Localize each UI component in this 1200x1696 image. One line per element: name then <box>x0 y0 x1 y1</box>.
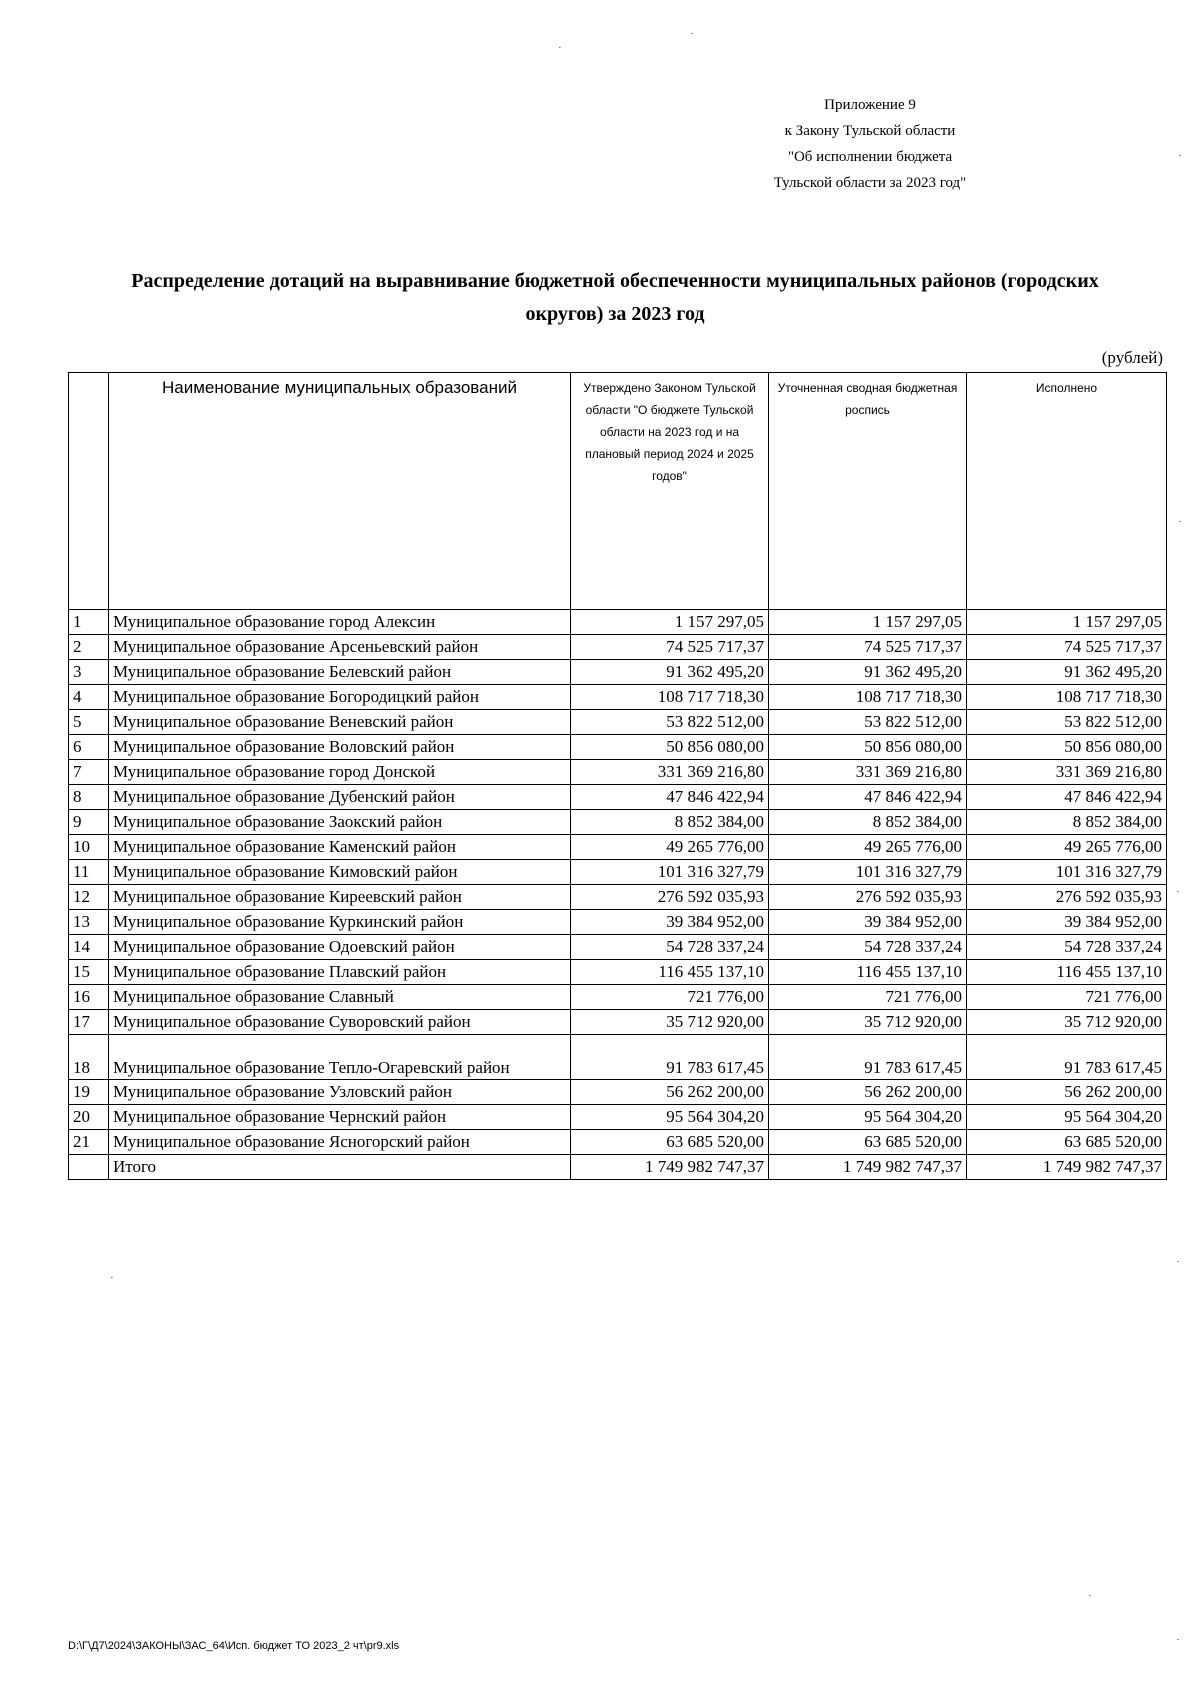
row-refined: 276 592 035,93 <box>769 885 967 910</box>
row-index: 7 <box>69 760 109 785</box>
table-row <box>69 910 1167 935</box>
table-row <box>69 1130 1167 1155</box>
row-name: Муниципальное образование Чернский район <box>109 1105 571 1130</box>
row-approved: 1 157 297,05 <box>571 610 769 635</box>
row-executed: 56 262 200,00 <box>967 1080 1167 1105</box>
table-body <box>69 610 1167 1180</box>
table-row <box>69 660 1167 685</box>
row-approved: 50 856 080,00 <box>571 735 769 760</box>
annex-line-2: к Закону Тульской области <box>784 123 956 139</box>
table-row <box>69 935 1167 960</box>
total-label: Итого <box>109 1155 571 1180</box>
annex-line-3: "Об исполнении бюджета <box>787 149 953 165</box>
row-index: 10 <box>69 835 109 860</box>
total-approved: 1 749 982 747,37 <box>571 1155 769 1180</box>
row-refined: 39 384 952,00 <box>769 910 967 935</box>
row-index: 3 <box>69 660 109 685</box>
row-approved: 39 384 952,00 <box>571 910 769 935</box>
table-row <box>69 860 1167 885</box>
scan-speck: · <box>1176 1634 1180 1646</box>
row-index: 4 <box>69 685 109 710</box>
row-approved: 276 592 035,93 <box>571 885 769 910</box>
scan-speck: · <box>110 1272 114 1284</box>
row-index: 16 <box>69 985 109 1010</box>
row-executed: 47 846 422,94 <box>967 785 1167 810</box>
header-approved: Утверждено Законом Тульской области "О бюджете Тульской области на 2023 год и на плановый период 2024 и 2025 годов" <box>571 373 769 610</box>
row-approved: 95 564 304,20 <box>571 1105 769 1130</box>
scan-speck: · <box>558 42 562 54</box>
row-approved: 721 776,00 <box>571 985 769 1010</box>
row-refined: 108 717 718,30 <box>769 685 967 710</box>
row-index: 18 <box>69 1035 109 1080</box>
file-path-footer: D:\Г\Д7\2024\ЗАКОНЫ\ЗАС_64\Исп. бюджет ТО 2023_2 чт\pr9.xls <box>68 1640 400 1652</box>
row-refined: 101 316 327,79 <box>769 860 967 885</box>
table-row <box>69 635 1167 660</box>
row-executed: 50 856 080,00 <box>967 735 1167 760</box>
row-executed: 331 369 216,80 <box>967 760 1167 785</box>
row-name: Муниципальное образование Ясногорский район <box>109 1130 571 1155</box>
annex-block <box>720 92 1020 196</box>
subsidy-table <box>68 372 1167 1180</box>
row-approved: 101 316 327,79 <box>571 860 769 885</box>
scan-speck: · <box>690 28 694 40</box>
row-index: 13 <box>69 910 109 935</box>
row-name: Муниципальное образование Дубенский район <box>109 785 571 810</box>
row-name: Муниципальное образование Арсеньевский район <box>109 635 571 660</box>
total-row <box>69 1155 1167 1180</box>
header-refined: Уточненная сводная бюджетная роспись <box>769 373 967 610</box>
row-approved: 47 846 422,94 <box>571 785 769 810</box>
row-name: Муниципальное образование город Алексин <box>109 610 571 635</box>
row-index: 9 <box>69 810 109 835</box>
row-executed: 101 316 327,79 <box>967 860 1167 885</box>
row-index: 5 <box>69 710 109 735</box>
table-row <box>69 735 1167 760</box>
row-index: 20 <box>69 1105 109 1130</box>
document-title <box>60 265 1170 331</box>
total-refined: 1 749 982 747,37 <box>769 1155 967 1180</box>
row-refined: 331 369 216,80 <box>769 760 967 785</box>
row-refined: 50 856 080,00 <box>769 735 967 760</box>
table-header-row <box>69 373 1167 610</box>
row-name: Муниципальное образование Воловский район <box>109 735 571 760</box>
row-index: 15 <box>69 960 109 985</box>
row-executed: 95 564 304,20 <box>967 1105 1167 1130</box>
row-executed: 8 852 384,00 <box>967 810 1167 835</box>
row-approved: 8 852 384,00 <box>571 810 769 835</box>
row-executed: 91 783 617,45 <box>967 1035 1167 1080</box>
row-approved: 63 685 520,00 <box>571 1130 769 1155</box>
row-executed: 63 685 520,00 <box>967 1130 1167 1155</box>
row-executed: 276 592 035,93 <box>967 885 1167 910</box>
row-index: 21 <box>69 1130 109 1155</box>
row-name: Муниципальное образование Богородицкий район <box>109 685 571 710</box>
row-refined: 721 776,00 <box>769 985 967 1010</box>
row-name: Муниципальное образование Суворовский район <box>109 1010 571 1035</box>
table-row <box>69 610 1167 635</box>
row-refined: 91 362 495,20 <box>769 660 967 685</box>
row-name: Муниципальное образование Белевский район <box>109 660 571 685</box>
row-index: 2 <box>69 635 109 660</box>
row-name: Муниципальное образование Кимовский район <box>109 860 571 885</box>
row-index: 6 <box>69 735 109 760</box>
row-refined: 91 783 617,45 <box>769 1035 967 1080</box>
table-row <box>69 885 1167 910</box>
row-name: Муниципальное образование Плавский район <box>109 960 571 985</box>
row-approved: 49 265 776,00 <box>571 835 769 860</box>
row-name: Муниципальное образование Киреевский район <box>109 885 571 910</box>
unit-label: (рублей) <box>1101 348 1163 367</box>
scan-speck: · <box>1176 1256 1180 1268</box>
row-name: Муниципальное образование Одоевский район <box>109 935 571 960</box>
row-executed: 54 728 337,24 <box>967 935 1167 960</box>
row-index: 12 <box>69 885 109 910</box>
row-refined: 1 157 297,05 <box>769 610 967 635</box>
scan-speck: · <box>1178 516 1182 528</box>
row-refined: 49 265 776,00 <box>769 835 967 860</box>
row-name: Муниципальное образование Куркинский район <box>109 910 571 935</box>
row-approved: 108 717 718,30 <box>571 685 769 710</box>
scan-speck: · <box>1176 886 1180 898</box>
row-refined: 53 822 512,00 <box>769 710 967 735</box>
row-name: Муниципальное образование Узловский район <box>109 1080 571 1105</box>
row-refined: 8 852 384,00 <box>769 810 967 835</box>
row-approved: 74 525 717,37 <box>571 635 769 660</box>
row-name: Муниципальное образование Веневский район <box>109 710 571 735</box>
title-line-2: округов) за 2023 год <box>525 303 705 325</box>
table-row <box>69 1105 1167 1130</box>
row-approved: 116 455 137,10 <box>571 960 769 985</box>
row-executed: 721 776,00 <box>967 985 1167 1010</box>
row-executed: 35 712 920,00 <box>967 1010 1167 1035</box>
row-name: Муниципальное образование Славный <box>109 985 571 1010</box>
row-executed: 1 157 297,05 <box>967 610 1167 635</box>
row-approved: 91 362 495,20 <box>571 660 769 685</box>
row-index: 17 <box>69 1010 109 1035</box>
row-refined: 54 728 337,24 <box>769 935 967 960</box>
row-refined: 56 262 200,00 <box>769 1080 967 1105</box>
row-refined: 63 685 520,00 <box>769 1130 967 1155</box>
header-index <box>69 373 109 610</box>
table-row <box>69 985 1167 1010</box>
total-executed: 1 749 982 747,37 <box>967 1155 1167 1180</box>
table-row <box>69 810 1167 835</box>
row-index: 8 <box>69 785 109 810</box>
row-executed: 39 384 952,00 <box>967 910 1167 935</box>
scan-speck: · <box>1088 1590 1092 1602</box>
row-approved: 91 783 617,45 <box>571 1035 769 1080</box>
table-row <box>69 960 1167 985</box>
row-refined: 47 846 422,94 <box>769 785 967 810</box>
annex-line-1: Приложение 9 <box>824 97 916 113</box>
row-index: 14 <box>69 935 109 960</box>
header-executed: Исполнено <box>967 373 1167 610</box>
row-executed: 91 362 495,20 <box>967 660 1167 685</box>
row-executed: 116 455 137,10 <box>967 960 1167 985</box>
row-index: 11 <box>69 860 109 885</box>
table-row <box>69 835 1167 860</box>
row-executed: 49 265 776,00 <box>967 835 1167 860</box>
row-approved: 53 822 512,00 <box>571 710 769 735</box>
table-row <box>69 1080 1167 1105</box>
table-row <box>69 1035 1167 1080</box>
row-refined: 116 455 137,10 <box>769 960 967 985</box>
total-index <box>69 1155 109 1180</box>
row-name: Муниципальное образование Тепло-Огаревский район <box>109 1035 571 1080</box>
row-index: 19 <box>69 1080 109 1105</box>
row-executed: 74 525 717,37 <box>967 635 1167 660</box>
row-approved: 54 728 337,24 <box>571 935 769 960</box>
row-index: 1 <box>69 610 109 635</box>
row-name: Муниципальное образование Заокский район <box>109 810 571 835</box>
title-line-1: Распределение дотаций на выравнивание бюджетной обеспеченности муниципальных районов (городских <box>131 270 1099 292</box>
row-name: Муниципальное образование Каменский район <box>109 835 571 860</box>
table-row <box>69 785 1167 810</box>
row-approved: 56 262 200,00 <box>571 1080 769 1105</box>
table-row <box>69 1010 1167 1035</box>
row-refined: 35 712 920,00 <box>769 1010 967 1035</box>
table-row <box>69 760 1167 785</box>
row-executed: 53 822 512,00 <box>967 710 1167 735</box>
scan-speck: · <box>1178 150 1182 162</box>
row-approved: 331 369 216,80 <box>571 760 769 785</box>
annex-line-4: Тульской области за 2023 год" <box>773 175 967 191</box>
row-refined: 74 525 717,37 <box>769 635 967 660</box>
row-name: Муниципальное образование город Донской <box>109 760 571 785</box>
row-executed: 108 717 718,30 <box>967 685 1167 710</box>
row-approved: 35 712 920,00 <box>571 1010 769 1035</box>
row-refined: 95 564 304,20 <box>769 1105 967 1130</box>
table-row <box>69 710 1167 735</box>
table-row <box>69 685 1167 710</box>
header-name: Наименование муниципальных образований <box>109 373 571 610</box>
